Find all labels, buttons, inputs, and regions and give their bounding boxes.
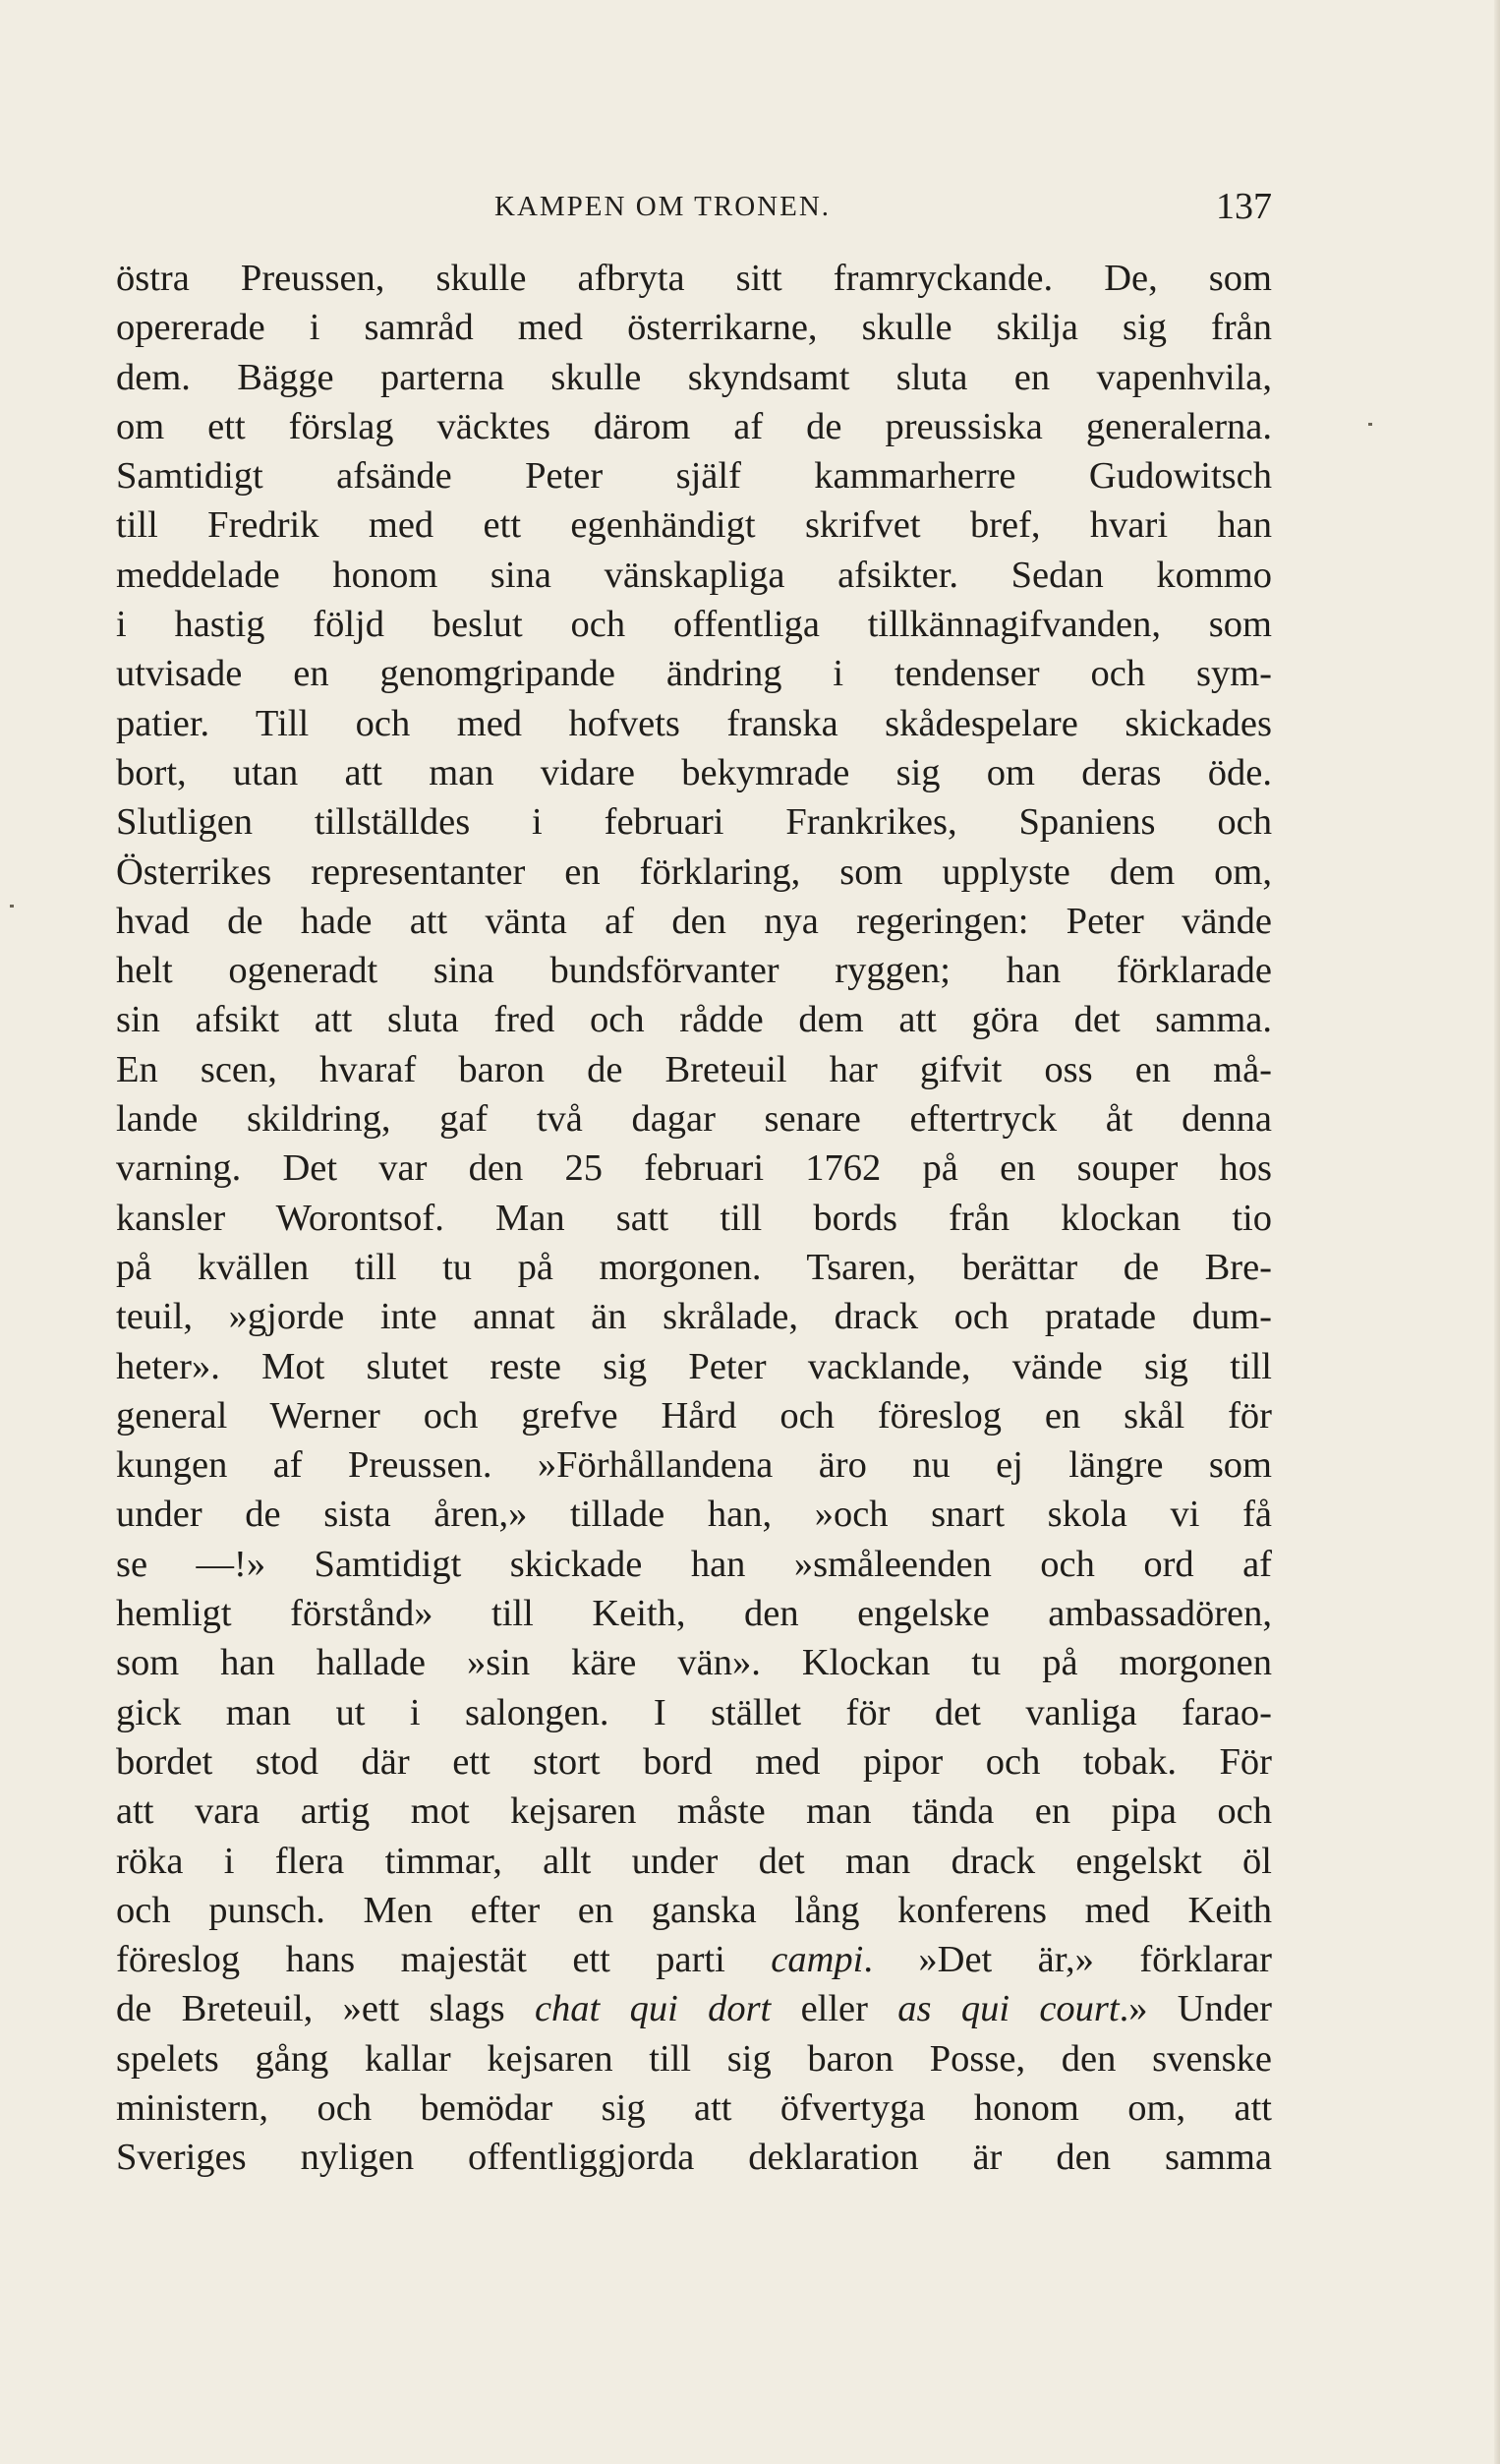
text-line: lande skildring, gaf två dagar senare eftertryck åt denna xyxy=(116,1098,1272,1141)
text-line: under de sista åren,» tillade han, »och snart skola vi få xyxy=(116,1494,1272,1536)
text-line: spelets gång kallar kejsaren till sig baron Posse, den svenske xyxy=(116,2037,1272,2080)
text-line: se —!» Samtidigt skickade han »småleenden och ord af xyxy=(116,1543,1272,1585)
text-line: och punsch. Men efter en ganska lång konferens med Keith xyxy=(116,1889,1272,1931)
text-line: hvad de hade att vänta af den nya regeringen: Peter vände xyxy=(116,900,1272,942)
text-line: teuil, »gjorde inte annat än skrålade, drack och pratade dum- xyxy=(116,1296,1272,1338)
text-line: om ett förslag väcktes därom af de preussiska generalerna. xyxy=(116,405,1272,447)
text-line: de Breteuil, »ett slags chat qui dort eller as qui court.» Under xyxy=(116,1988,1273,2030)
text-line: att vara artig mot kejsaren måste man tända en pipa och xyxy=(116,1790,1272,1833)
text-line: östra Preussen, skulle afbryta sitt framryckande. De, som xyxy=(116,258,1272,299)
margin-speck xyxy=(10,905,14,908)
text-line: bort, utan att man vidare bekymrade sig om deras öde. xyxy=(116,751,1272,793)
running-head: KAMPEN OM TRONEN. xyxy=(494,191,832,222)
text-line: kungen af Preussen. »Förhållandena äro nu ej längre som xyxy=(116,1444,1272,1487)
text-line: dem. Bägge parterna skulle skyndsamt sluta en vapenhvila, xyxy=(116,356,1272,398)
text-line: röka i flera timmar, allt under det man drack engelskt öl xyxy=(116,1840,1272,1882)
text-line: Österrikes representanter en förklaring, som upplyste dem om, xyxy=(116,851,1272,893)
text-line: hemligt förstånd» till Keith, den engelske ambassadören, xyxy=(116,1593,1272,1635)
margin-speck xyxy=(1368,423,1372,426)
text-line: general Werner och grefve Hård och föreslog en skål för xyxy=(116,1394,1272,1437)
text-line: ministern, och bemödar sig att öfvertyga honom om, att xyxy=(116,2086,1272,2129)
text-line: patier. Till och med hofvets franska skådespelare skickades xyxy=(116,702,1272,744)
text-line: Samtidigt afsände Peter själf kammarherre Gudowitsch xyxy=(116,455,1272,498)
text-line: kansler Worontsof. Man satt till bords från klockan tio xyxy=(116,1197,1272,1239)
text-line: helt ogeneradt sina bundsförvanter ryggen; han förklarade xyxy=(116,950,1272,992)
text-line: meddelade honom sina vänskapliga afsikter. Sedan kommo xyxy=(116,554,1272,596)
text-line: bordet stod där ett stort bord med pipor och tobak. För xyxy=(116,1740,1272,1783)
page-edge xyxy=(1494,0,1500,2464)
body-text xyxy=(116,254,1272,2183)
text-line: heter». Mot slutet reste sig Peter vacklande, vände sig till xyxy=(116,1345,1272,1387)
text-line: utvisade en genomgripande ändring i tendenser och sym- xyxy=(116,653,1272,695)
text-line: Slutligen tillställdes i februari Frankrikes, Spaniens och xyxy=(116,801,1272,844)
text-line: Sveriges nyligen offentliggjorda deklaration är den samma xyxy=(116,2137,1272,2179)
text-line: opererade i samråd med österrikarne, skulle skilja sig från xyxy=(116,307,1272,349)
text-line: som han hallade »sin käre vän». Klockan tu på morgonen xyxy=(116,1642,1272,1684)
text-line: på kvällen till tu på morgonen. Tsaren, berättar de Bre- xyxy=(116,1246,1272,1288)
page-header xyxy=(116,185,1272,234)
text-line: till Fredrik med ett egenhändigt skrifvet bref, hvari han xyxy=(116,504,1272,547)
text-line: sin afsikt att sluta fred och rådde dem att göra det samma. xyxy=(116,999,1272,1041)
text-line: varning. Det var den 25 februari 1762 på en souper hos xyxy=(116,1147,1272,1190)
text-line: En scen, hvaraf baron de Breteuil har gifvit oss en må- xyxy=(116,1048,1272,1090)
text-line: gick man ut i salongen. I stället för det vanliga farao- xyxy=(116,1691,1272,1733)
text-line: i hastig följd beslut och offentliga tillkännagifvanden, som xyxy=(116,604,1272,646)
text-line: föreslog hans majestät ett parti campi. »Det är,» förklarar xyxy=(116,1939,1272,1981)
page-number: 137 xyxy=(1216,186,1272,227)
